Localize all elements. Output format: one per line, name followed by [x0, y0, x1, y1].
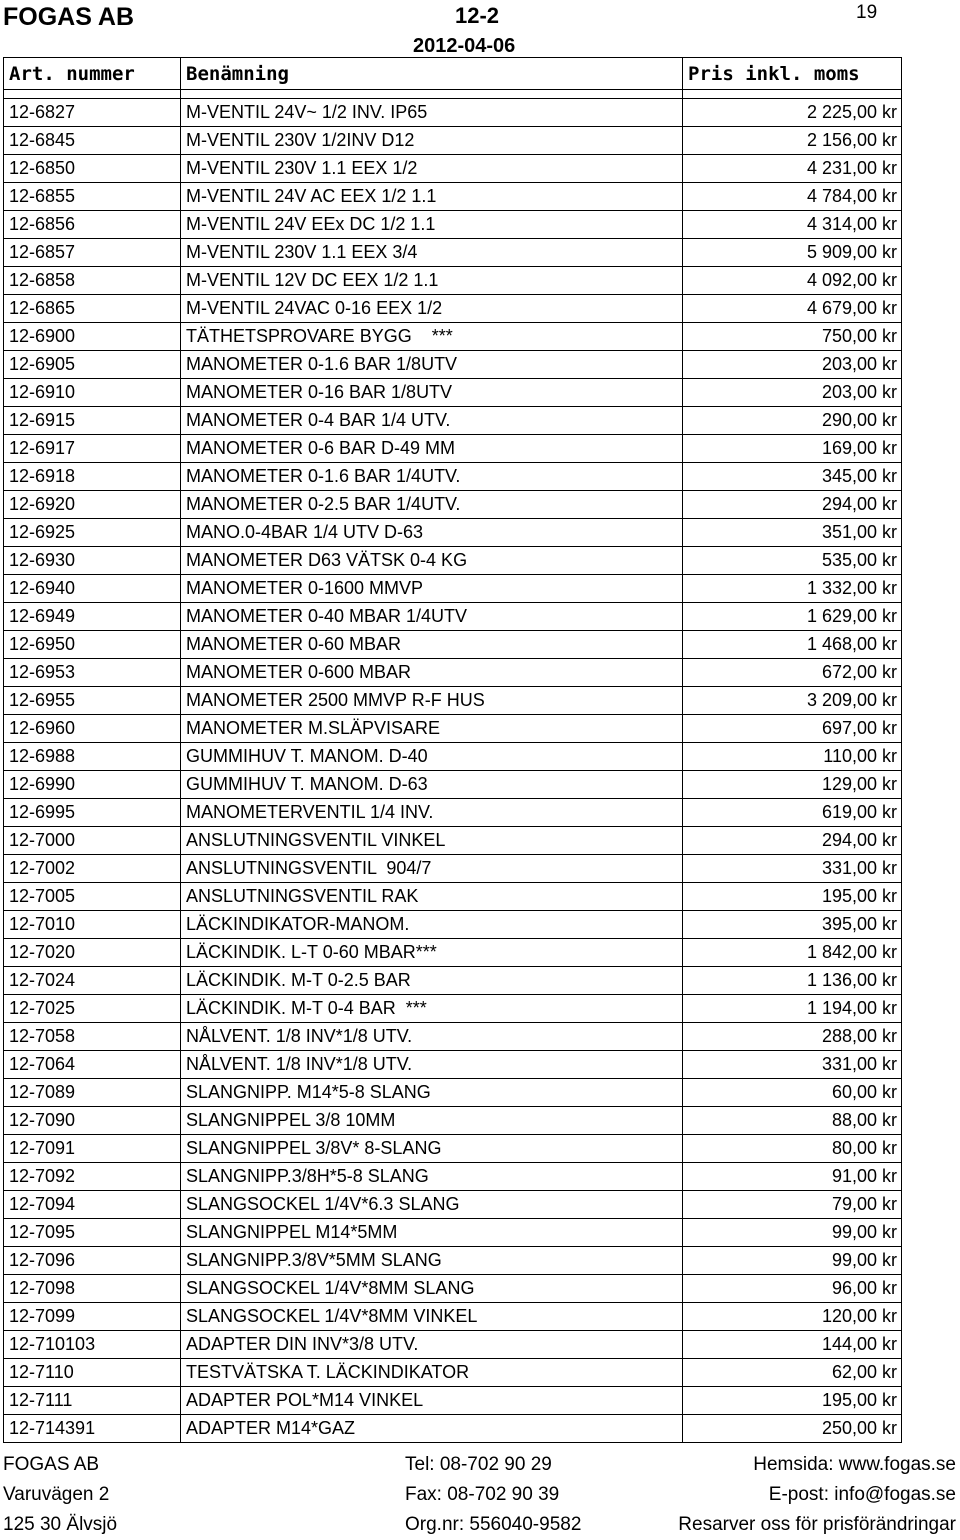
description-cell: GUMMIHUV T. MANOM. D-63	[181, 771, 683, 799]
footer-disclaimer: Resarver oss för prisförändringar	[678, 1514, 956, 1535]
article-number-cell: 12-7058	[4, 1023, 181, 1051]
table-row	[4, 239, 902, 267]
footer-email: E-post: info@fogas.se	[768, 1484, 956, 1505]
description-cell: MANOMETER 0-1.6 BAR 1/8UTV	[181, 351, 683, 379]
description-cell: SLANGSOCKEL 1/4V*8MM VINKEL	[181, 1303, 683, 1331]
article-number-cell: 12-7090	[4, 1107, 181, 1135]
article-number-cell: 12-714391	[4, 1415, 181, 1443]
article-number-cell: 12-6949	[4, 603, 181, 631]
article-number-cell: 12-6988	[4, 743, 181, 771]
table-row	[4, 827, 902, 855]
price-cell: 2 156,00 kr	[683, 127, 902, 155]
price-cell: 1 468,00 kr	[683, 631, 902, 659]
table-row	[4, 855, 902, 883]
footer-company: FOGAS AB	[3, 1454, 100, 1475]
price-cell: 697,00 kr	[683, 715, 902, 743]
description-cell: M-VENTIL 24V EEx DC 1/2 1.1	[181, 211, 683, 239]
footer-address	[3, 1450, 117, 1540]
description-cell: ANSLUTNINGSVENTIL 904/7	[181, 855, 683, 883]
article-number-cell: 12-6917	[4, 435, 181, 463]
description-cell: NÅLVENT. 1/8 INV*1/8 UTV.	[181, 1023, 683, 1051]
table-row	[4, 351, 902, 379]
description-cell: LÄCKINDIK. L-T 0-60 MBAR***	[181, 939, 683, 967]
description-cell: ADAPTER DIN INV*3/8 UTV.	[181, 1331, 683, 1359]
table-row	[4, 743, 902, 771]
table-row	[4, 1163, 902, 1191]
price-cell: 331,00 kr	[683, 1051, 902, 1079]
footer-web	[678, 1450, 956, 1540]
description-cell: MANOMETER 0-4 BAR 1/4 UTV.	[181, 407, 683, 435]
description-cell: MANOMETER 0-40 MBAR 1/4UTV	[181, 603, 683, 631]
description-cell: NÅLVENT. 1/8 INV*1/8 UTV.	[181, 1051, 683, 1079]
description-cell: MANOMETER 0-600 MBAR	[181, 659, 683, 687]
description-cell: MANOMETER 0-2.5 BAR 1/4UTV.	[181, 491, 683, 519]
table-row	[4, 491, 902, 519]
article-number-cell: 12-6950	[4, 631, 181, 659]
table-row	[4, 1415, 902, 1443]
price-cell: 203,00 kr	[683, 379, 902, 407]
footer-website: Hemsida: www.fogas.se	[753, 1454, 956, 1475]
article-number-cell: 12-6915	[4, 407, 181, 435]
price-cell: 195,00 kr	[683, 883, 902, 911]
price-cell: 672,00 kr	[683, 659, 902, 687]
article-number-cell: 12-6960	[4, 715, 181, 743]
article-number-cell: 12-6845	[4, 127, 181, 155]
article-number-cell: 12-710103	[4, 1331, 181, 1359]
article-number-cell: 12-7111	[4, 1387, 181, 1415]
column-header-price: Pris inkl. moms	[683, 58, 902, 90]
price-cell: 110,00 kr	[683, 743, 902, 771]
table-row	[4, 183, 902, 211]
article-number-cell: 12-6827	[4, 99, 181, 127]
article-number-cell: 12-6940	[4, 575, 181, 603]
article-number-cell: 12-6918	[4, 463, 181, 491]
price-cell: 395,00 kr	[683, 911, 902, 939]
price-cell: 2 225,00 kr	[683, 99, 902, 127]
table-row	[4, 1331, 902, 1359]
description-cell: MANO.0-4BAR 1/4 UTV D-63	[181, 519, 683, 547]
table-row	[4, 799, 902, 827]
price-cell: 4 092,00 kr	[683, 267, 902, 295]
price-cell: 294,00 kr	[683, 491, 902, 519]
article-number-cell: 12-6855	[4, 183, 181, 211]
table-row	[4, 1051, 902, 1079]
description-cell: SLANGSOCKEL 1/4V*8MM SLANG	[181, 1275, 683, 1303]
table-row	[4, 911, 902, 939]
description-cell: MANOMETER 0-6 BAR D-49 MM	[181, 435, 683, 463]
article-number-cell: 12-7095	[4, 1219, 181, 1247]
table-row	[4, 267, 902, 295]
description-cell: TÄTHETSPROVARE BYGG ***	[181, 323, 683, 351]
table-row	[4, 631, 902, 659]
table-row	[4, 519, 902, 547]
article-number-cell: 12-6858	[4, 267, 181, 295]
description-cell: M-VENTIL 24V AC EEX 1/2 1.1	[181, 183, 683, 211]
price-cell: 88,00 kr	[683, 1107, 902, 1135]
table-row	[4, 1107, 902, 1135]
table-body	[4, 90, 902, 1443]
description-cell: MANOMETERVENTIL 1/4 INV.	[181, 799, 683, 827]
price-cell: 79,00 kr	[683, 1191, 902, 1219]
table-row	[4, 1135, 902, 1163]
article-number-cell: 12-6990	[4, 771, 181, 799]
article-number-cell: 12-6995	[4, 799, 181, 827]
article-number-cell: 12-6900	[4, 323, 181, 351]
description-cell: SLANGNIPP. M14*5-8 SLANG	[181, 1079, 683, 1107]
article-number-cell: 12-7002	[4, 855, 181, 883]
description-cell: GUMMIHUV T. MANOM. D-40	[181, 743, 683, 771]
table-row	[4, 1275, 902, 1303]
price-cell: 4 231,00 kr	[683, 155, 902, 183]
article-number-cell: 12-7098	[4, 1275, 181, 1303]
price-cell: 80,00 kr	[683, 1135, 902, 1163]
description-cell: LÄCKINDIK. M-T 0-4 BAR ***	[181, 995, 683, 1023]
article-number-cell: 12-7099	[4, 1303, 181, 1331]
table-row	[4, 127, 902, 155]
price-cell: 91,00 kr	[683, 1163, 902, 1191]
table-row	[4, 659, 902, 687]
table-row	[4, 323, 902, 351]
price-cell: 99,00 kr	[683, 1219, 902, 1247]
table-row	[4, 1247, 902, 1275]
footer-city: 125 30 Älvsjö	[3, 1514, 118, 1535]
article-number-cell: 12-6850	[4, 155, 181, 183]
footer-contact	[405, 1450, 581, 1540]
price-table	[3, 57, 902, 1443]
table-row	[4, 939, 902, 967]
price-cell: 5 909,00 kr	[683, 239, 902, 267]
article-number-cell: 12-7092	[4, 1163, 181, 1191]
description-cell: SLANGSOCKEL 1/4V*6.3 SLANG	[181, 1191, 683, 1219]
article-number-cell: 12-6865	[4, 295, 181, 323]
price-cell: 294,00 kr	[683, 827, 902, 855]
description-cell: SLANGNIPP.3/8H*5-8 SLANG	[181, 1163, 683, 1191]
table-row	[4, 295, 902, 323]
description-cell: M-VENTIL 230V 1.1 EEX 1/2	[181, 155, 683, 183]
price-cell: 203,00 kr	[683, 351, 902, 379]
price-list-date: 2012-04-06	[413, 35, 516, 57]
price-cell: 120,00 kr	[683, 1303, 902, 1331]
article-number-cell: 12-7024	[4, 967, 181, 995]
description-cell: ANSLUTNINGSVENTIL VINKEL	[181, 827, 683, 855]
table-row	[4, 379, 902, 407]
table-row	[4, 603, 902, 631]
table-row	[4, 715, 902, 743]
price-cell: 750,00 kr	[683, 323, 902, 351]
description-cell: M-VENTIL 24V~ 1/2 INV. IP65	[181, 99, 683, 127]
price-cell: 331,00 kr	[683, 855, 902, 883]
article-number-cell: 12-6905	[4, 351, 181, 379]
article-number-cell: 12-7000	[4, 827, 181, 855]
price-cell: 60,00 kr	[683, 1079, 902, 1107]
price-cell: 4 679,00 kr	[683, 295, 902, 323]
price-cell: 250,00 kr	[683, 1415, 902, 1443]
table-row	[4, 1219, 902, 1247]
price-cell: 345,00 kr	[683, 463, 902, 491]
column-header-description: Benämning	[181, 58, 683, 90]
article-number-cell: 12-7096	[4, 1247, 181, 1275]
price-cell: 99,00 kr	[683, 1247, 902, 1275]
price-cell: 290,00 kr	[683, 407, 902, 435]
price-cell: 4 314,00 kr	[683, 211, 902, 239]
article-number-cell: 12-6955	[4, 687, 181, 715]
footer-street: Varuvägen 2	[3, 1484, 110, 1505]
article-number-cell: 12-6856	[4, 211, 181, 239]
table-row	[4, 883, 902, 911]
page-number: 19	[856, 2, 878, 23]
price-cell: 535,00 kr	[683, 547, 902, 575]
article-number-cell: 12-7094	[4, 1191, 181, 1219]
description-cell: MANOMETER 0-16 BAR 1/8UTV	[181, 379, 683, 407]
article-number-cell: 12-7091	[4, 1135, 181, 1163]
description-cell: MANOMETER M.SLÄPVISARE	[181, 715, 683, 743]
company-name: FOGAS AB	[3, 3, 135, 31]
footer-fax: Fax: 08-702 90 39	[405, 1484, 560, 1505]
table-row	[4, 771, 902, 799]
column-header-article-number: Art. nummer	[4, 58, 181, 90]
table-row	[4, 1359, 902, 1387]
article-number-cell: 12-6857	[4, 239, 181, 267]
table-row	[4, 687, 902, 715]
description-cell: M-VENTIL 12V DC EEX 1/2 1.1	[181, 267, 683, 295]
description-cell: MANOMETER D63 VÄTSK 0-4 KG	[181, 547, 683, 575]
article-number-cell: 12-7020	[4, 939, 181, 967]
price-cell: 195,00 kr	[683, 1387, 902, 1415]
table-row	[4, 1023, 902, 1051]
article-number-cell: 12-6930	[4, 547, 181, 575]
price-cell: 3 209,00 kr	[683, 687, 902, 715]
table-row	[4, 547, 902, 575]
price-cell: 96,00 kr	[683, 1275, 902, 1303]
table-header-row	[4, 58, 902, 90]
description-cell: MANOMETER 2500 MMVP R-F HUS	[181, 687, 683, 715]
table-row	[4, 435, 902, 463]
price-cell: 1 842,00 kr	[683, 939, 902, 967]
description-cell: SLANGNIPP.3/8V*5MM SLANG	[181, 1247, 683, 1275]
description-cell: M-VENTIL 230V 1.1 EEX 3/4	[181, 239, 683, 267]
price-cell: 4 784,00 kr	[683, 183, 902, 211]
price-cell: 62,00 kr	[683, 1359, 902, 1387]
article-number-cell: 12-7110	[4, 1359, 181, 1387]
footer-org-number: Org.nr: 556040-9582	[405, 1514, 582, 1535]
price-cell: 1 332,00 kr	[683, 575, 902, 603]
table-row	[4, 967, 902, 995]
description-cell: SLANGNIPPEL 3/8V* 8-SLANG	[181, 1135, 683, 1163]
price-cell: 288,00 kr	[683, 1023, 902, 1051]
price-cell: 1 629,00 kr	[683, 603, 902, 631]
description-cell: LÄCKINDIK. M-T 0-2.5 BAR	[181, 967, 683, 995]
header-spacer-row	[4, 90, 902, 99]
price-cell: 1 194,00 kr	[683, 995, 902, 1023]
article-number-cell: 12-6910	[4, 379, 181, 407]
description-cell: ANSLUTNINGSVENTIL RAK	[181, 883, 683, 911]
table-row	[4, 463, 902, 491]
price-cell: 144,00 kr	[683, 1331, 902, 1359]
description-cell: ADAPTER POL*M14 VINKEL	[181, 1387, 683, 1415]
description-cell: ADAPTER M14*GAZ	[181, 1415, 683, 1443]
article-number-cell: 12-6920	[4, 491, 181, 519]
article-number-cell: 12-7064	[4, 1051, 181, 1079]
price-cell: 619,00 kr	[683, 799, 902, 827]
table-row	[4, 1303, 902, 1331]
description-cell: MANOMETER 0-1600 MMVP	[181, 575, 683, 603]
article-number-cell: 12-7089	[4, 1079, 181, 1107]
price-cell: 1 136,00 kr	[683, 967, 902, 995]
footer-phone: Tel: 08-702 90 29	[405, 1454, 552, 1475]
article-number-cell: 12-6953	[4, 659, 181, 687]
table-row	[4, 1191, 902, 1219]
table-row	[4, 1079, 902, 1107]
table-row	[4, 99, 902, 127]
article-number-cell: 12-6925	[4, 519, 181, 547]
table-row	[4, 995, 902, 1023]
table-row	[4, 211, 902, 239]
description-cell: MANOMETER 0-1.6 BAR 1/4UTV.	[181, 463, 683, 491]
description-cell: SLANGNIPPEL M14*5MM	[181, 1219, 683, 1247]
description-cell: MANOMETER 0-60 MBAR	[181, 631, 683, 659]
article-number-cell: 12-7025	[4, 995, 181, 1023]
price-cell: 351,00 kr	[683, 519, 902, 547]
table-row	[4, 407, 902, 435]
description-cell: TESTVÄTSKA T. LÄCKINDIKATOR	[181, 1359, 683, 1387]
description-cell: M-VENTIL 230V 1/2INV D12	[181, 127, 683, 155]
section-number: 12-2	[455, 3, 500, 28]
description-cell: M-VENTIL 24VAC 0-16 EEX 1/2	[181, 295, 683, 323]
article-number-cell: 12-7005	[4, 883, 181, 911]
description-cell: LÄCKINDIKATOR-MANOM.	[181, 911, 683, 939]
description-cell: SLANGNIPPEL 3/8 10MM	[181, 1107, 683, 1135]
article-number-cell: 12-7010	[4, 911, 181, 939]
price-cell: 169,00 kr	[683, 435, 902, 463]
table-row	[4, 1387, 902, 1415]
price-cell: 129,00 kr	[683, 771, 902, 799]
table-row	[4, 575, 902, 603]
table-row	[4, 155, 902, 183]
